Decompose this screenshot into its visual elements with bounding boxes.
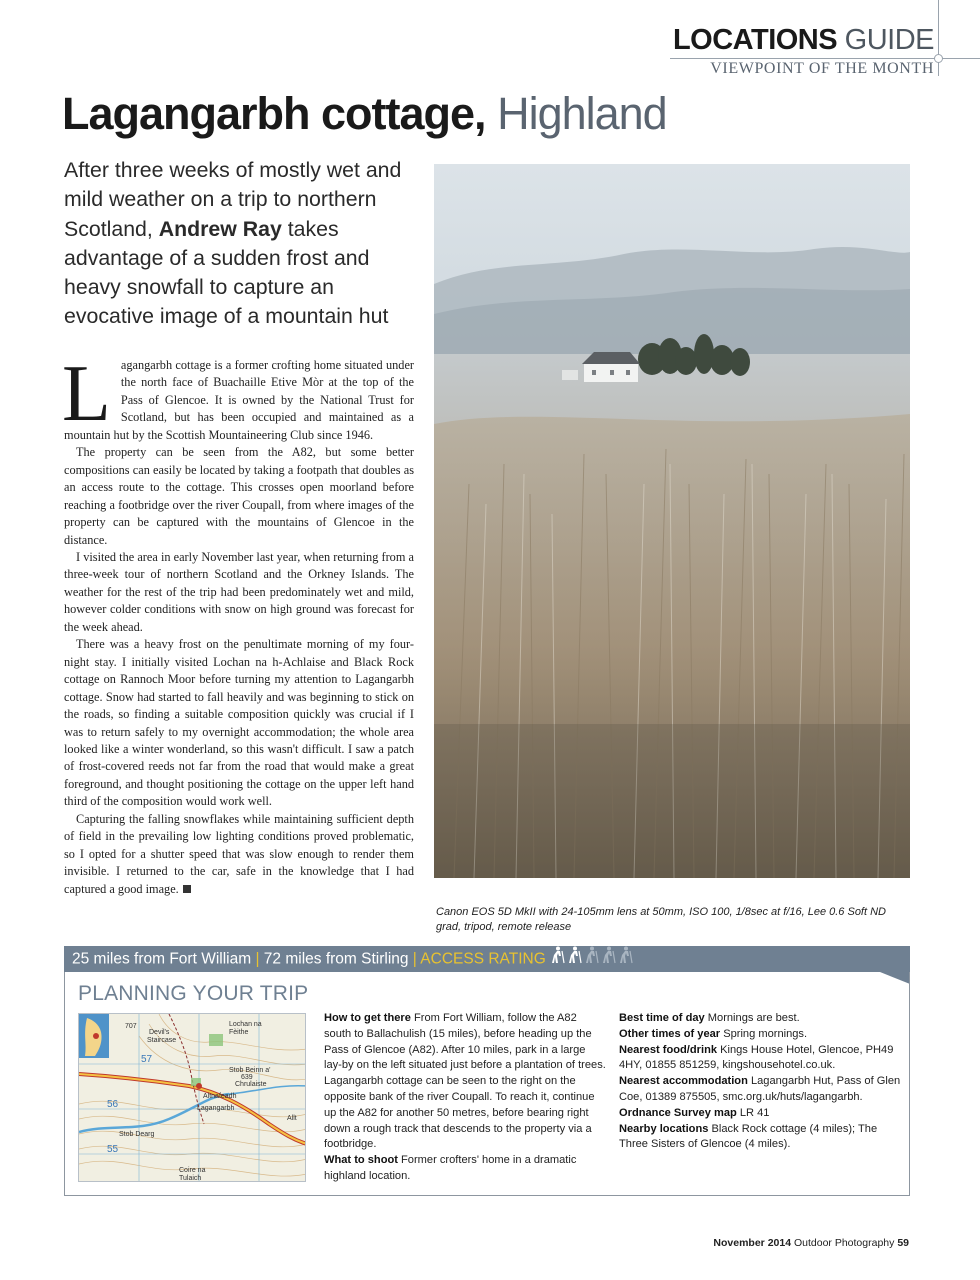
body-paragraph-3: I visited the area in early November last year, when returning from a three-week tour of northern Scotland and the Orkney Islands. The weather for the rest of the trip had been predominately wet and mild, however colder conditions with snow on high ground was forecast for the week ahead.: [64, 549, 414, 634]
standfirst-author: Andrew Ray: [158, 216, 282, 241]
map-label-devils: Devil's: [149, 1029, 170, 1036]
nearby-text: Black Rock cottage (4 miles); The Three Sisters of Glencoe (4 miles).: [619, 1122, 878, 1151]
what-text: Former crofters' home in a dramatic highland location.: [324, 1154, 577, 1182]
section-title-bold: LOCATIONS: [672, 24, 838, 56]
os-map-illustration: [79, 1014, 306, 1182]
map-label-lochan: Lochan na: [229, 1021, 262, 1028]
map-label-top: 707: [125, 1023, 137, 1030]
header-rule-vertical: [938, 0, 939, 76]
photo-caption: Canon EOS 5D MkII with 24-105mm lens at 50mm, ISO 100, 1/8sec at f/16, Lee 0.6 Soft ND grad, tripod, remote release: [436, 906, 886, 933]
hiker-icon-empty: [618, 946, 634, 964]
map-label-feithe: Fèithe: [229, 1029, 249, 1036]
standfirst: [64, 156, 414, 332]
os-label: Ordnance Survey map: [619, 1106, 737, 1119]
best-time: [619, 1011, 901, 1027]
hiker-icon-empty: [601, 946, 617, 964]
section-title: [673, 24, 934, 57]
page-number: 59: [897, 1237, 909, 1249]
dropcap: L: [62, 350, 111, 438]
map-label-chrulaiste: Chrulaiste: [235, 1081, 267, 1088]
other-text: Spring mornings.: [720, 1027, 808, 1040]
planning-column-2: [324, 1011, 606, 1185]
what-to-shoot: [324, 1153, 606, 1185]
os-text: LR 41: [736, 1106, 770, 1119]
body-paragraph-5: [64, 811, 414, 898]
map-label-coire: Coire na: [179, 1167, 206, 1174]
body-paragraph-1-text: agangarbh cottage is a former crofting home situated under the north face of Buachaille Etive Mòr at the top of the Pass of Glencoe. It is owned by the National Trust for Scotland, but has been occupied and maintained as a mountain hut by the Scottish Mountaineering Club since 1946.: [64, 358, 414, 442]
standfirst-before: After three weeks of mostly wet and mild weather on a trip to northern Scotland,: [64, 158, 402, 241]
nearest-accommodation: [619, 1074, 901, 1106]
footer-date: November 2014: [713, 1237, 792, 1249]
food-label: Nearest food/drink: [619, 1043, 718, 1056]
how-text: From Fort William, follow the A82 south to Ballachulish (15 miles), before heading up the Pass of Glencoe (A82). After 10 miles, park in a large lay-by on the left situated just before a plantation of trees. Lagangarbh cottage can be seen to the right on the opposite bank of the river Coupall. To reach it, continue up the A82 for another 50 metres, before bearing right down a rough track that descends to the property via a footbridge.: [324, 1012, 606, 1151]
nearby-label: Nearby locations: [619, 1122, 709, 1135]
article-title-light: Highland: [497, 88, 667, 139]
map-label-lagangarbh: Lagangarbh: [197, 1105, 235, 1112]
standfirst-after: takes advantage of a sudden frost and heavy snowfall to capture an evocative image of a mountain hut: [64, 216, 389, 329]
distance-1-place: miles from Fort William: [89, 950, 252, 968]
map-label-stob-height: 639: [241, 1074, 253, 1081]
map-label-stob: Stob Beinn a': [229, 1067, 271, 1074]
other-times: [619, 1027, 901, 1043]
access-rating-icons: [550, 946, 635, 973]
distance-2: 72: [263, 950, 282, 968]
planning-title: PLANNING YOUR TRIP: [78, 982, 309, 1005]
map-label-57: 57: [141, 1054, 153, 1065]
article-title-bold: Lagangarbh cottage,: [62, 88, 486, 139]
info-band: [64, 946, 910, 972]
os-map: [619, 1106, 901, 1122]
frosty-moorland-photo: [434, 164, 910, 878]
map-label-stob-dearg: Stob Dearg: [119, 1131, 155, 1138]
body-paragraph-2: The property can be seen from the A82, but some better compositions can easily be located by taking a footpath that doubles as an access route to the cottage. This crosses open moorland before reaching a footbridge over the river Coupall, from where images of the property can be captured with the mountains of Glencoe in the distance.: [64, 445, 414, 547]
main-photo: [434, 164, 910, 878]
page-footer: [713, 1237, 909, 1249]
band-separator-1: |: [251, 950, 264, 968]
distance-1: 25: [72, 950, 90, 968]
best-text: Mornings are best.: [704, 1012, 800, 1024]
footer-magazine: Outdoor Photography: [791, 1237, 898, 1249]
hiker-icon-filled: [567, 946, 583, 964]
body-paragraph-5-text: Capturing the falling snowflakes while maintaining sufficient depth of field in the prevailing low lighting conditions proved problematic, so I opted for a shutter speed that was slow enough to render them invisible. I returned to the car, safe in the knowledge that I had captured a good image.: [64, 811, 414, 896]
body-paragraph-1: [62, 350, 414, 444]
map-label-staircase: Staircase: [147, 1037, 177, 1044]
other-label: Other times of year: [619, 1027, 721, 1040]
hiker-icon-empty: [584, 946, 600, 964]
accom-text: Lagangarbh Hut, Pass of Glen Coe, 01389 875505, smc.org.uk/huts/lagangarbh.: [619, 1075, 901, 1103]
hiker-icon-filled: [550, 946, 566, 964]
food-text: Kings House Hotel, Glencoe, PH49 4HY, 01855 851259, kingshousehotel.co.uk.: [619, 1043, 894, 1072]
how-to-get-there: [324, 1011, 606, 1153]
map-label-allt: Allt: [287, 1115, 297, 1122]
what-label: What to shoot: [324, 1154, 398, 1167]
distance-2-place: miles from Stirling: [281, 950, 409, 968]
article-body: [62, 350, 414, 898]
body-paragraph-4: There was a heavy frost on the penultimate morning of my four-night stay. I initially visited Lochan na h-Achlaise and Black Rock cottage on Rannoch Moor before turning my attention to Lagangarbh cottage. Snow had started to fall heavily and was beginning to stick on the roads, so finding a suitable composition quickly was crucial if I was to return safely to my overnight accommodation; the whole area looked like a winter wonderland, so this wasn't difficult. I saw a patch of frost-covered reeds not far from the road that would make a great foreground, and thought positioning the cottage on the upper left hand third of the composition would work well.: [64, 637, 414, 809]
map-label-56: 56: [107, 1099, 119, 1110]
map-label-altnafeadh: Altnafeadh: [203, 1093, 237, 1100]
location-map: [78, 1013, 306, 1182]
access-rating-label: ACCESS RATING: [420, 950, 546, 968]
nearest-food: [619, 1043, 901, 1075]
header-rule-dot: [934, 54, 943, 63]
accom-label: Nearest accommodation: [619, 1075, 748, 1088]
section-title-light: GUIDE: [844, 24, 934, 56]
band-separator-2: |: [408, 950, 421, 968]
article-title: [62, 88, 667, 140]
how-label: How to get there: [324, 1012, 411, 1024]
end-mark-icon: [183, 885, 191, 893]
map-label-tulaich: Tulaich: [179, 1175, 202, 1182]
planning-column-3: [619, 1011, 901, 1153]
map-label-55: 55: [107, 1144, 119, 1155]
subsection-title: VIEWPOINT OF THE MONTH: [710, 60, 934, 77]
best-label: Best time of day: [619, 1012, 705, 1024]
nearby-locations: [619, 1122, 901, 1154]
